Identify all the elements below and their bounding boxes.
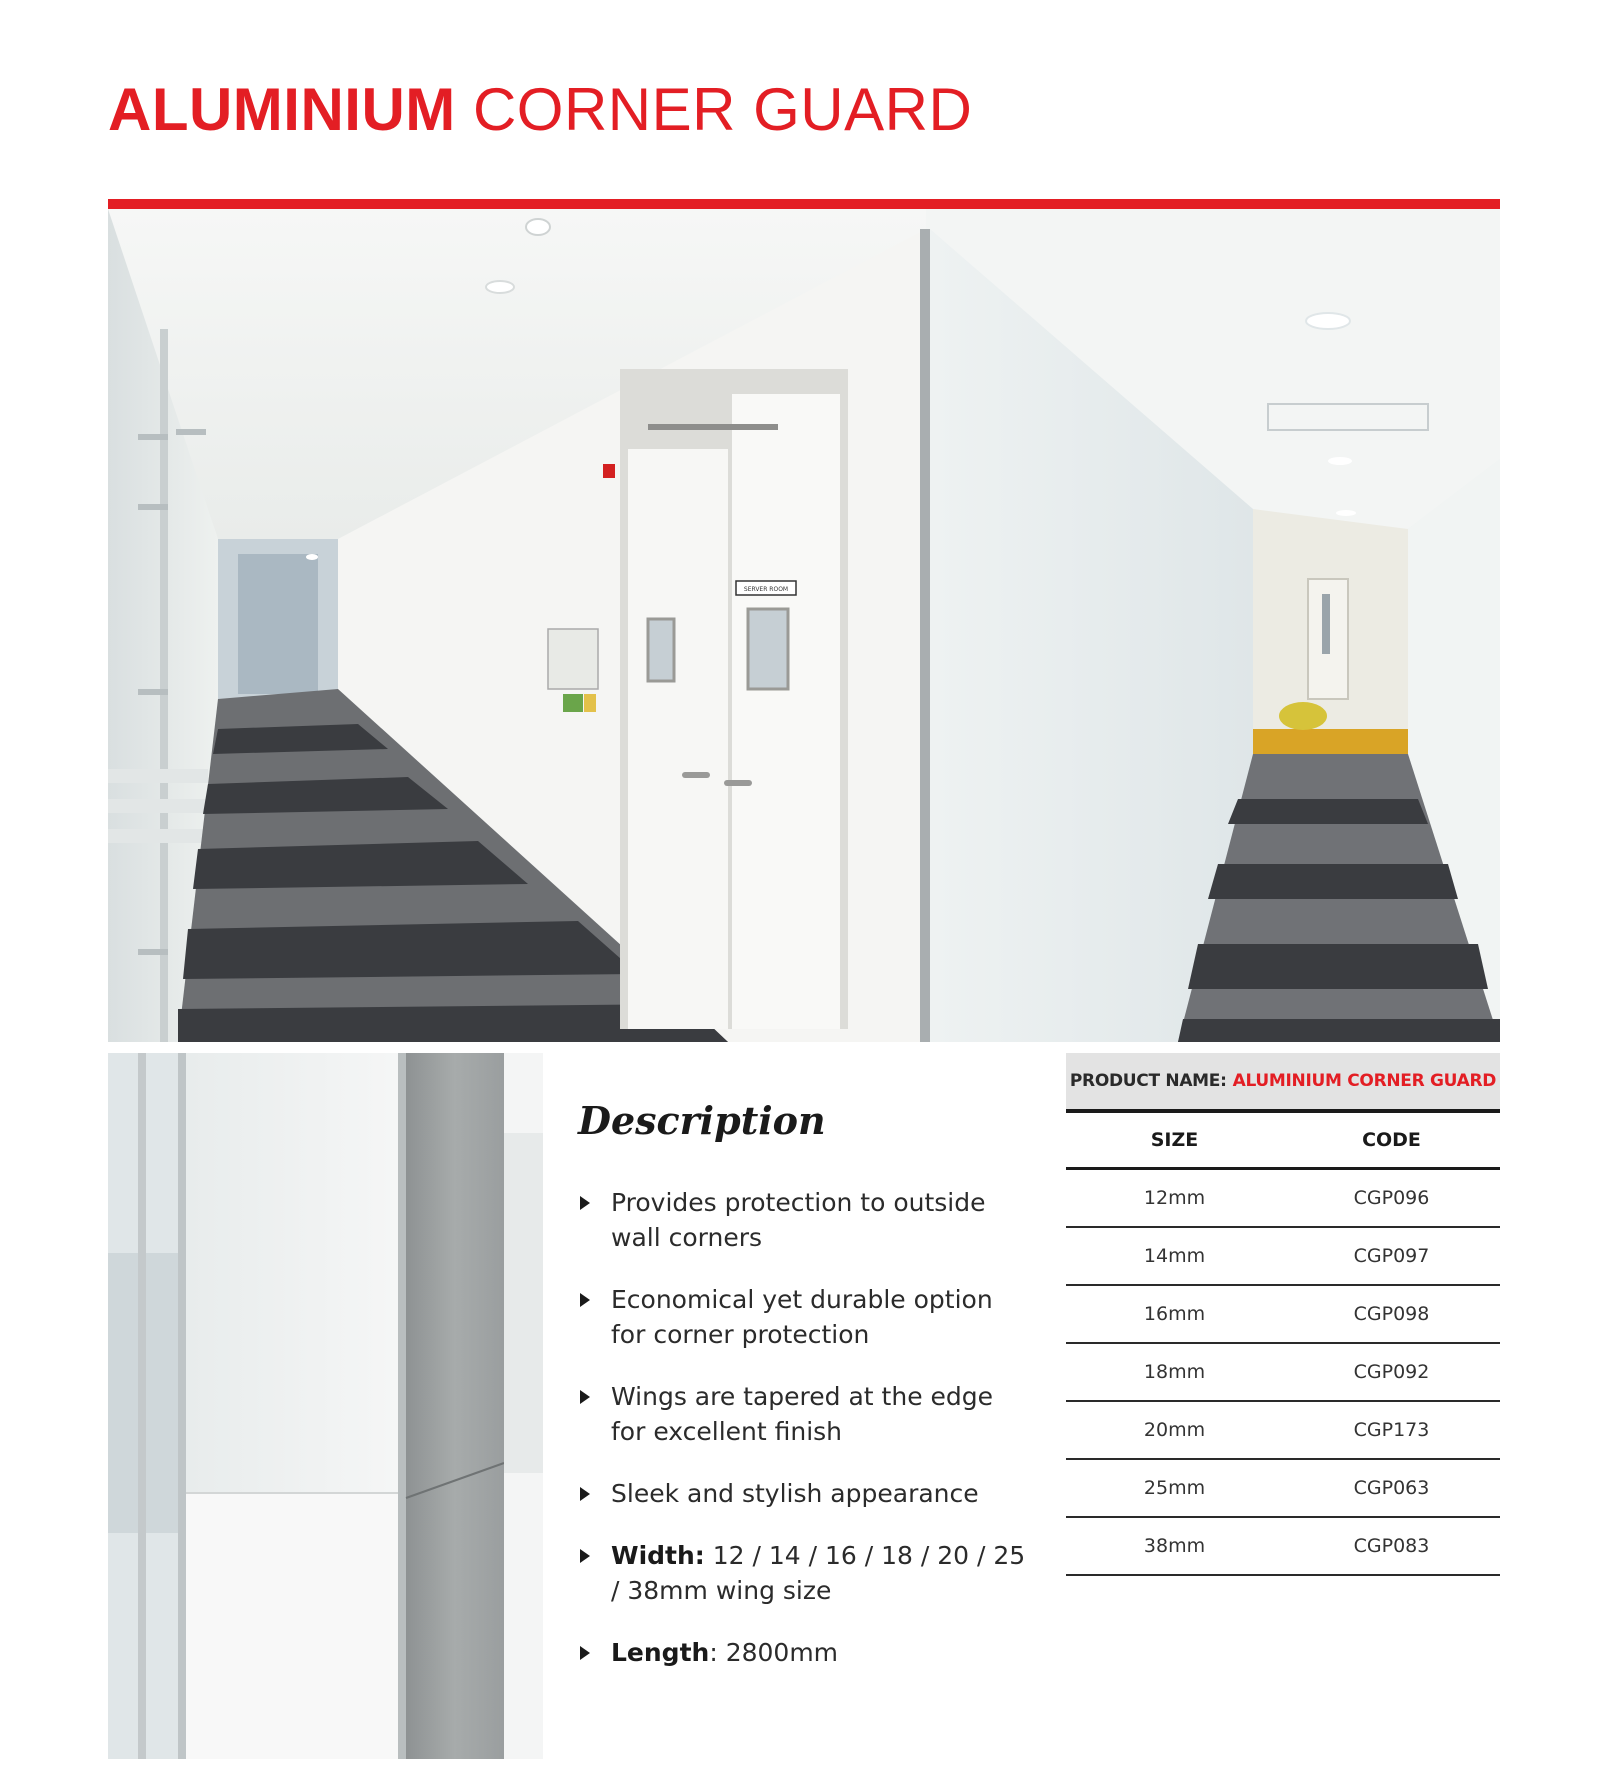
bullet-triangle-icon: [580, 1549, 590, 1563]
list-item: [578, 1185, 1028, 1255]
title-bold: ALUMINIUM: [108, 76, 456, 143]
table-column-headers: [1066, 1113, 1500, 1170]
code-cell: CGP083: [1353, 1535, 1430, 1557]
table-row: [1066, 1228, 1500, 1286]
table-row: [1066, 1460, 1500, 1518]
product-name-value: ALUMINIUM CORNER GUARD: [1232, 1071, 1497, 1091]
bullet-text: Economical yet durable option for corner protection: [611, 1285, 993, 1349]
hero-corridor-photo: [108, 209, 1500, 1042]
code-cell: CGP097: [1353, 1245, 1430, 1267]
table-row: [1066, 1402, 1500, 1460]
size-cell: 16mm: [1143, 1303, 1206, 1325]
bullet-triangle-icon: [580, 1390, 590, 1404]
code-cell: CGP092: [1353, 1361, 1430, 1383]
bullet-triangle-icon: [580, 1196, 590, 1210]
size-cell: 12mm: [1143, 1187, 1206, 1209]
column-header-size: SIZE: [1150, 1129, 1199, 1151]
door-sign: SERVER ROOM: [743, 586, 789, 593]
bullet-text: : 2800mm: [709, 1638, 839, 1667]
size-cell: 25mm: [1143, 1477, 1206, 1499]
table-row: [1066, 1518, 1500, 1576]
bullet-triangle-icon: [580, 1293, 590, 1307]
code-cell: CGP098: [1353, 1303, 1430, 1325]
product-table: [1066, 1053, 1500, 1576]
bullet-text: Provides protection to outside wall corners: [611, 1188, 986, 1252]
description-heading: Description: [578, 1098, 826, 1143]
bullet-text: Wings are tapered at the edge for excellent finish: [611, 1382, 994, 1446]
list-item: [578, 1635, 1028, 1670]
table-row: [1066, 1170, 1500, 1228]
bullet-triangle-icon: [580, 1646, 590, 1660]
size-cell: 38mm: [1143, 1535, 1206, 1557]
size-cell: 20mm: [1143, 1419, 1206, 1441]
bullet-text: Sleek and stylish appearance: [611, 1479, 979, 1508]
table-row: [1066, 1344, 1500, 1402]
bullet-label: Length: [611, 1638, 710, 1667]
list-item: [578, 1476, 1028, 1511]
column-header-code: CODE: [1362, 1129, 1421, 1151]
code-cell: CGP096: [1353, 1187, 1430, 1209]
code-cell: CGP063: [1353, 1477, 1430, 1499]
bullet-label: Width:: [611, 1541, 705, 1570]
product-name-header: [1066, 1053, 1500, 1113]
code-cell: CGP173: [1353, 1419, 1430, 1441]
title-light: CORNER GUARD: [472, 76, 973, 143]
list-item: [578, 1282, 1028, 1352]
page-title: [108, 70, 972, 150]
description-list: [578, 1185, 1028, 1697]
product-name-label: PRODUCT NAME:: [1069, 1071, 1227, 1091]
list-item: [578, 1538, 1028, 1608]
bullet-text: 12 / 14 / 16 / 18 / 20 / 25 / 38mm wing size: [611, 1541, 1026, 1605]
title-divider: [108, 199, 1500, 209]
list-item: [578, 1379, 1028, 1449]
size-cell: 14mm: [1143, 1245, 1206, 1267]
size-cell: 18mm: [1143, 1361, 1206, 1383]
bullet-triangle-icon: [580, 1487, 590, 1501]
table-row: [1066, 1286, 1500, 1344]
corner-guard-photo: [108, 1053, 543, 1759]
